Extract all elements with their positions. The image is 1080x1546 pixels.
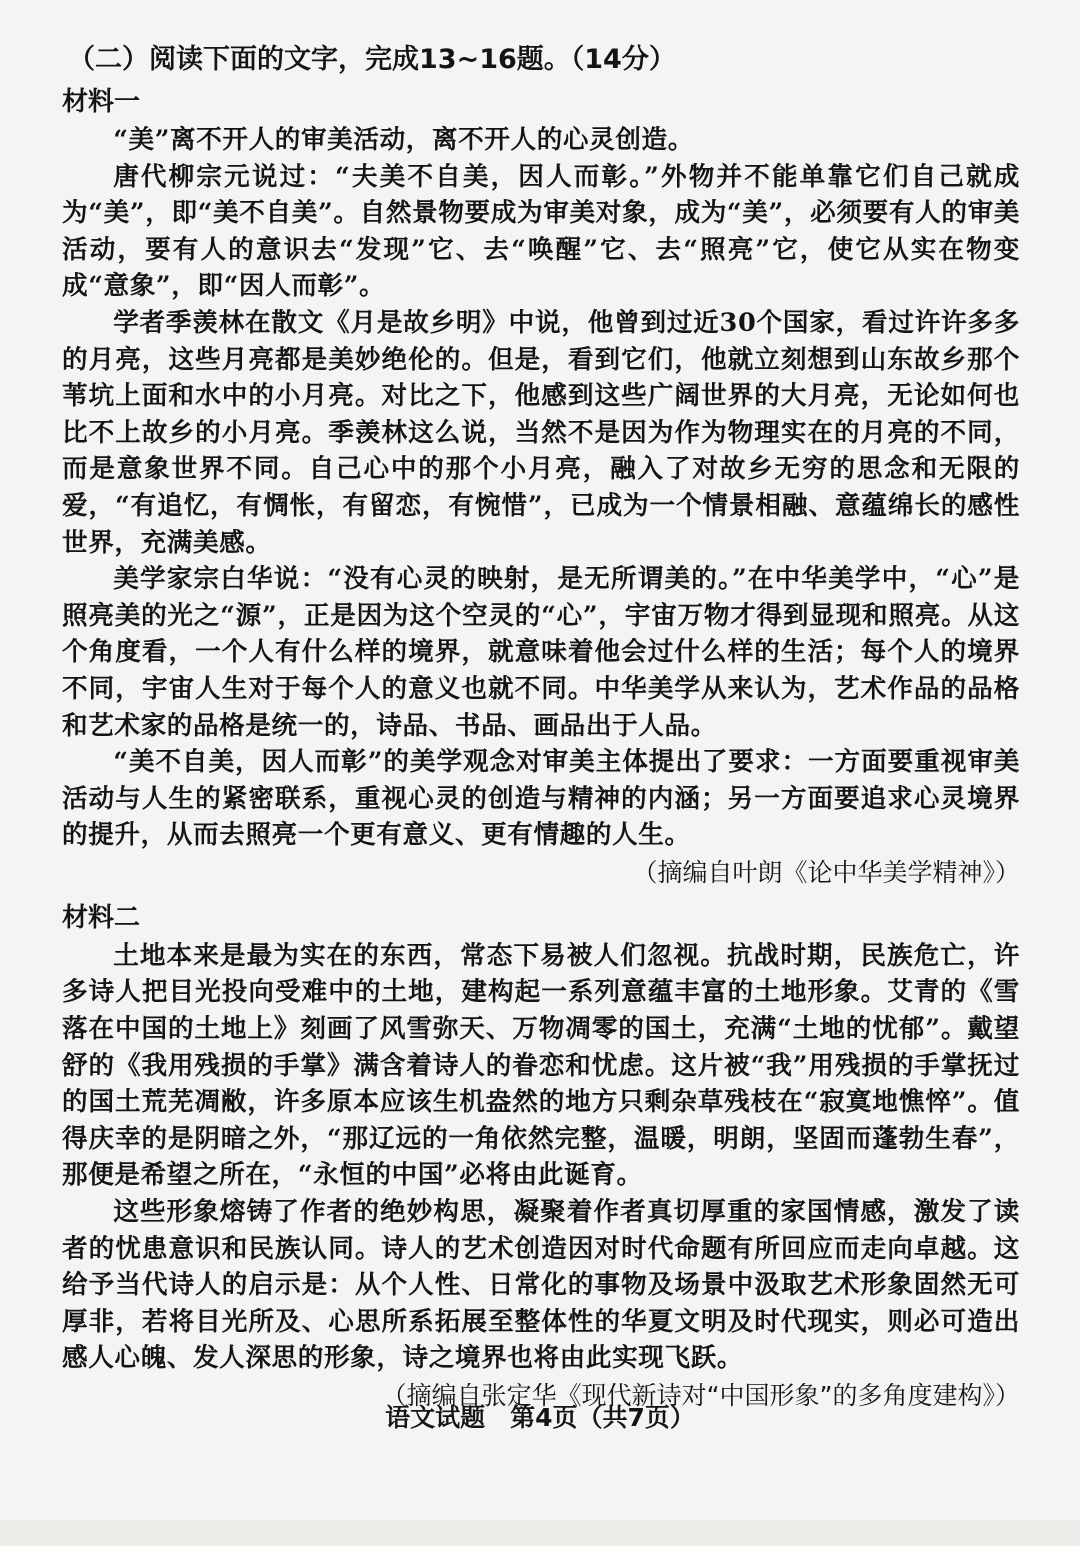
material-1-label: 材料一 [62, 87, 141, 117]
material-1-paragraph: 美学家宗白华说：“没有心灵的映射，是无所谓美的。”在中华美学中，“心”是照亮美的光之“源”，正是因为这个空灵的“心”，宇宙万物才得到显现和照亮。从这个角度看，一个人有什么样的境界，就意味着他会过什么样的生活；每个人的境界不同，宇宙人生对于每个人的意义也就不同。中华美学从来认为，艺术作品的品格和艺术家的品格是统一的，诗品、书品、画品出于人品。 [62, 564, 1020, 741]
material-2-source: （摘编自张定华《现代新诗对“中国形象”的多角度建构》） [381, 1381, 1020, 1410]
material-1-paragraph: 唐代柳宗元说过：“夫美不自美，因人而彰。”外物并不能单靠它们自己就成为“美”，即“美不自美”。自然景物要成为审美对象，成为“美”，必须要有人的审美活动，要有人的意识去“发现”它、去“唤醒”它、去“照亮”它，使它从实在物变成“意象”，即“因人而彰”。 [62, 161, 1020, 302]
material-1-paragraph: “美”离不开人的审美活动，离不开人的心灵创造。 [113, 125, 694, 155]
material-1-source: （摘编自叶朗《论中华美学精神》） [632, 857, 1020, 887]
section-heading: （二）阅读下面的文字，完成13~16题。（14分） [68, 44, 676, 75]
material-1-paragraph: 学者季羡林在散文《月是故乡明》中说，他曾到过近30个国家，看过许许多多的月亮，这些月亮都是美妙绝伦的。但是，看到它们，他就立刻想到山东故乡那个苇坑上面和水中的小月亮。对比之下，他感到这些广阔世界的大月亮，无论如何也比不上故乡的小月亮。季羡林这么说，当然不是因为作为物理实在的月亮的不同，而是意象世界不同。自己心中的那个小月亮，融入了对故乡无穷的思念和无限的爱，“有追忆，有惆怅，有留恋，有惋惜”，已成为一个情景相融、意蕴绵长的感性世界，充满美感。 [62, 307, 1020, 558]
page-footer: 语文试题 第4页（共7页） [385, 1403, 695, 1432]
material-2-paragraph: 土地本来是最为实在的东西，常态下易被人们忽视。抗战时期，民族危亡，许多诗人把目光投向受难中的土地，建构起一系列意蕴丰富的土地形象。艾青的《雪落在中国的土地上》刻画了风雪弥天、万物凋零的国土，充满“土地的忧郁”。戴望舒的《我用残损的手掌》满含着诗人的眷恋和忧虑。这片被“我”用残损的手掌抚过的国土荒芜凋敝，许多原本应该生机盎然的地方只剩杂草残枝在“寂寞地憔悴”。值得庆幸的是阴暗之外，“那辽远的一角依然完整，温暖，明朗，坚固而蓬勃生春”，那便是希望之所在，“永恒的中国”必将由此诞育。 [62, 940, 1020, 1191]
material-2-paragraph: 这些形象熔铸了作者的绝妙构思，凝聚着作者真切厚重的家国情感，激发了读者的忧患意识和民族认同。诗人的艺术创造因对时代命题有所回应而走向卓越。这给予当代诗人的启示是：从个人性、日常化的事物及场景中汲取艺术形象固然无可厚非，若将目光所及、心思所系拓展至整体性的华夏文明及时代现实，则必可造出感人心魄、发人深思的形象，诗之境界也将由此实现飞跃。 [62, 1197, 1020, 1374]
material-1-paragraph: “美不自美，因人而彰”的美学观念对审美主体提出了要求：一方面要重视审美活动与人生的紧密联系，重视心灵的创造与精神的内涵；另一方面要追求心灵境界的提升，从而去照亮一个更有意义、更有情趣的人生。 [62, 747, 1020, 851]
page-bottom-edge [0, 1520, 1080, 1546]
material-2-label: 材料二 [62, 902, 141, 933]
